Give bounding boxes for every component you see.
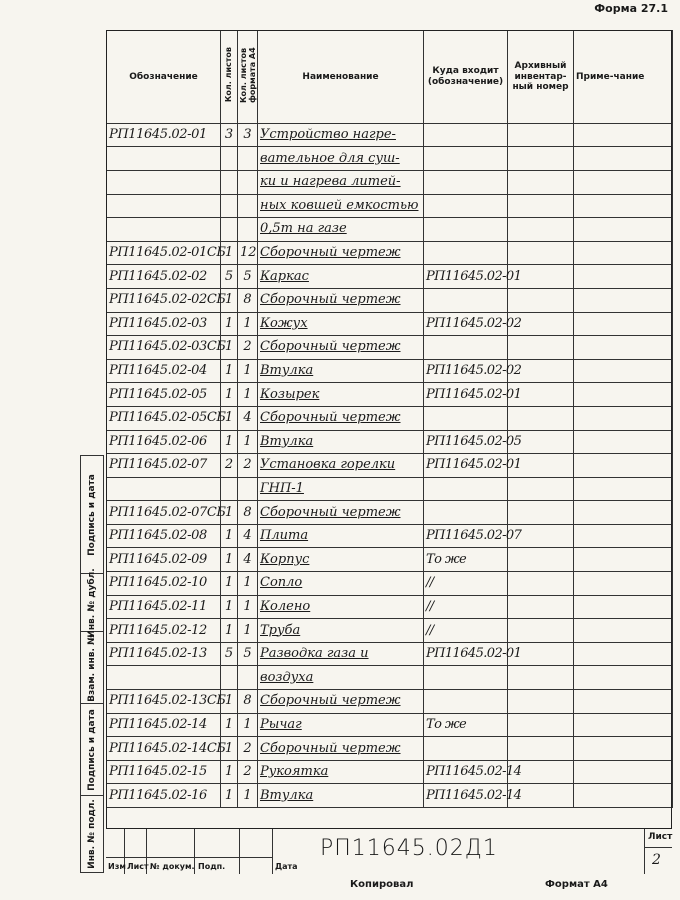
cell-sheets-count: 1 <box>221 760 238 784</box>
cell-sheets-a4: 2 <box>238 336 258 360</box>
cell-sheets-a4: 2 <box>238 760 258 784</box>
cell-designation: РП11645.02-09 <box>107 548 221 572</box>
cell-sheets-count: 1 <box>221 524 238 548</box>
header-name: Наименование <box>258 31 424 124</box>
cell-sheets-count: 1 <box>221 619 238 643</box>
stamp-col-rev: Изм <box>108 862 126 871</box>
cell-name: воздуха <box>258 666 424 690</box>
cell-name: Рукоятка <box>258 760 424 784</box>
sheet-frame <box>106 30 672 873</box>
cell-name: Устройство нагре- <box>258 123 424 147</box>
cell-sheets-a4: 1 <box>238 383 258 407</box>
cell-name: вательное для суш- <box>258 147 424 171</box>
cell-sheets-a4: 4 <box>238 548 258 572</box>
cell-name: Корпус <box>258 548 424 572</box>
cell-designation: РП11645.02-04 <box>107 359 221 383</box>
stamp-col-sheet: Лист <box>127 862 149 871</box>
cell-where-used: // <box>424 595 508 619</box>
cell-sheets-a4: 1 <box>238 784 258 808</box>
cell-designation: РП11645.02-05 <box>107 383 221 407</box>
cell-sheets-a4: 5 <box>238 642 258 666</box>
cell-sheets-a4: 8 <box>238 288 258 312</box>
cell-where-used: РП11645.02-07 <box>424 524 508 548</box>
cell-sheets-count: 1 <box>221 241 238 265</box>
stamp-col-docnum: № докум. <box>150 862 195 871</box>
cell-name: ных ковшей емкостью <box>258 194 424 218</box>
cell-designation: РП11645.02-14СБ <box>107 737 221 761</box>
cell-designation: РП11645.02-07СБ <box>107 501 221 525</box>
cell-where-used: РП11645.02-01 <box>424 383 508 407</box>
cell-sheets-count: 1 <box>221 288 238 312</box>
cell-designation: РП11645.02-02 <box>107 265 221 289</box>
cell-sheets-count: 1 <box>221 406 238 430</box>
cell-sheets-a4: 1 <box>238 430 258 454</box>
cell-sheets-a4: 5 <box>238 265 258 289</box>
cell-designation: РП11645.02-01СБ <box>107 241 221 265</box>
cell-designation: РП11645.02-13СБ <box>107 690 221 714</box>
header-note: Приме-чание <box>574 31 673 124</box>
cell-sheets-a4: 2 <box>238 737 258 761</box>
form-label: Форма 27.1 <box>594 2 668 15</box>
header-sheets-count: Кол. листов <box>221 31 238 124</box>
cell-name: Сборочный чертеж <box>258 737 424 761</box>
cell-sheets-count: 1 <box>221 430 238 454</box>
cell-designation: РП11645.02-02СБ <box>107 288 221 312</box>
header-designation: Обозначение <box>107 31 221 124</box>
cell-where-used: РП11645.02-05 <box>424 430 508 454</box>
cell-where-used: То же <box>424 548 508 572</box>
cell-where-used: РП11645.02-14 <box>424 784 508 808</box>
cell-sheets-count: 1 <box>221 312 238 336</box>
footer-copied: Копировал <box>350 879 414 890</box>
sheet-label: Лист <box>648 832 673 842</box>
cell-name: Кожух <box>258 312 424 336</box>
cell-sheets-a4: 3 <box>238 123 258 147</box>
cell-sheets-count: 1 <box>221 690 238 714</box>
cell-sheets-count: 1 <box>221 336 238 360</box>
cell-sheets-a4: 1 <box>238 619 258 643</box>
cell-name: Труба <box>258 619 424 643</box>
cell-name: Каркас <box>258 265 424 289</box>
cell-designation: РП11645.02-01 <box>107 123 221 147</box>
cell-sheets-a4: 1 <box>238 595 258 619</box>
document-code: РП11645.02Д1 <box>320 836 498 861</box>
cell-name: ГНП-1 <box>258 477 424 501</box>
cell-name: Разводка газа и <box>258 642 424 666</box>
sheet-number: 2 <box>652 852 661 868</box>
cell-where-used: РП11645.02-01 <box>424 454 508 478</box>
cell-sheets-count: 1 <box>221 359 238 383</box>
cell-name: Колено <box>258 595 424 619</box>
cell-sheets-count: 1 <box>221 548 238 572</box>
cell-where-used: // <box>424 572 508 596</box>
cell-name: Втулка <box>258 784 424 808</box>
cell-name: Втулка <box>258 359 424 383</box>
cell-sheets-a4: 8 <box>238 690 258 714</box>
side-cell-signature-1: Подпись и дата <box>81 456 103 574</box>
cell-sheets-a4: 1 <box>238 572 258 596</box>
cell-designation: РП11645.02-03СБ <box>107 336 221 360</box>
cell-designation: РП11645.02-03 <box>107 312 221 336</box>
cell-where-used: РП11645.02-14 <box>424 760 508 784</box>
cell-sheets-count: 1 <box>221 737 238 761</box>
cell-sheets-a4: 1 <box>238 312 258 336</box>
cell-sheets-count: 3 <box>221 123 238 147</box>
cell-name: 0,5т на газе <box>258 218 424 242</box>
cell-sheets-a4: 12 <box>238 241 258 265</box>
cell-name: Рычаг <box>258 713 424 737</box>
side-cell-dup-inv: Инв. № дубл. <box>81 574 103 632</box>
cell-where-used: РП11645.02-02 <box>424 312 508 336</box>
cell-designation: РП11645.02-13 <box>107 642 221 666</box>
cell-name: Козырек <box>258 383 424 407</box>
side-cell-replace-inv: Взам. инв. № <box>81 632 103 704</box>
side-cell-signature-2: Подпись и дата <box>81 704 103 796</box>
cell-designation: РП11645.02-05СБ <box>107 406 221 430</box>
cell-sheets-count: 1 <box>221 595 238 619</box>
cell-name: Сопло <box>258 572 424 596</box>
cell-designation: РП11645.02-12 <box>107 619 221 643</box>
cell-name: Сборочный чертеж <box>258 690 424 714</box>
cell-where-used: РП11645.02-02 <box>424 359 508 383</box>
cell-name: Сборочный чертеж <box>258 501 424 525</box>
cell-sheets-count: 1 <box>221 501 238 525</box>
cell-sheets-count: 5 <box>221 642 238 666</box>
cell-designation: РП11645.02-11 <box>107 595 221 619</box>
cell-sheets-a4: 1 <box>238 713 258 737</box>
header-where-used: Куда входит (обозначение) <box>424 31 508 124</box>
cell-designation: РП11645.02-10 <box>107 572 221 596</box>
cell-sheets-count: 1 <box>221 713 238 737</box>
cell-name: Втулка <box>258 430 424 454</box>
cell-name: Установка горелки <box>258 454 424 478</box>
cell-where-used: То же <box>424 713 508 737</box>
cell-sheets-a4: 2 <box>238 454 258 478</box>
cell-designation: РП11645.02-06 <box>107 430 221 454</box>
cell-sheets-count: 1 <box>221 383 238 407</box>
cell-name: Плита <box>258 524 424 548</box>
side-cell-orig-inv: Инв. № подл. <box>87 799 97 869</box>
cell-designation: РП11645.02-16 <box>107 784 221 808</box>
cell-name: Сборочный чертеж <box>258 406 424 430</box>
cell-designation: РП11645.02-08 <box>107 524 221 548</box>
header-sheets-a4: Кол. листов формата А4 <box>238 31 258 124</box>
cell-designation: РП11645.02-07 <box>107 454 221 478</box>
stamp-col-date: Дата <box>275 862 298 871</box>
cell-where-used: РП11645.02-01 <box>424 642 508 666</box>
side-band <box>80 455 104 873</box>
cell-where-used: РП11645.02-01 <box>424 265 508 289</box>
cell-designation: РП11645.02-15 <box>107 760 221 784</box>
cell-sheets-count: 2 <box>221 454 238 478</box>
cell-sheets-a4: 4 <box>238 524 258 548</box>
cell-name: Сборочный чертеж <box>258 288 424 312</box>
cell-name: ки и нагрева литей- <box>258 170 424 194</box>
cell-sheets-count: 1 <box>221 784 238 808</box>
header-archive: Архивный инвентар-ный номер <box>508 31 574 124</box>
cell-sheets-count: 1 <box>221 572 238 596</box>
cell-sheets-a4: 8 <box>238 501 258 525</box>
cell-sheets-a4: 4 <box>238 406 258 430</box>
stamp-col-sign: Подп. <box>198 862 226 871</box>
cell-sheets-a4: 1 <box>238 359 258 383</box>
cell-designation: РП11645.02-14 <box>107 713 221 737</box>
cell-where-used: // <box>424 619 508 643</box>
footer-format: Формат А4 <box>545 879 608 890</box>
cell-name: Сборочный чертеж <box>258 241 424 265</box>
cell-name: Сборочный чертеж <box>258 336 424 360</box>
cell-sheets-count: 5 <box>221 265 238 289</box>
